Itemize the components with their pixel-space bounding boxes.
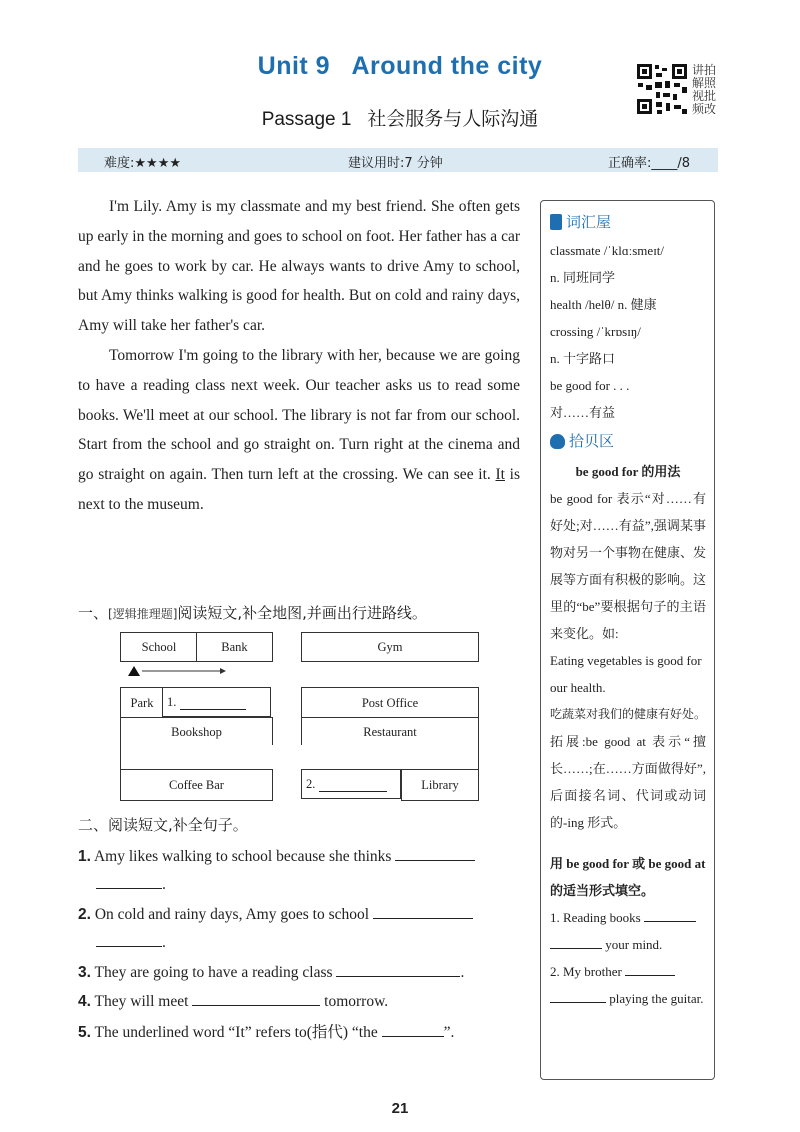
map-school: School bbox=[120, 632, 198, 662]
exercise-1-cont: your mind. bbox=[550, 931, 706, 958]
answer-blank[interactable] bbox=[550, 934, 602, 949]
logic-tag: [逻辑推理题] bbox=[108, 607, 178, 621]
answer-blank[interactable] bbox=[192, 991, 320, 1006]
underlined-it: It bbox=[495, 466, 505, 484]
map-blank-2[interactable]: 2. bbox=[301, 769, 401, 799]
info-bar bbox=[78, 148, 718, 172]
answer-blank[interactable] bbox=[96, 932, 162, 947]
example-en: Eating vegetables is good for our health. bbox=[550, 653, 702, 695]
map-coffee-bar: Coffee Bar bbox=[120, 769, 273, 801]
answer-blank[interactable] bbox=[644, 907, 696, 922]
answer-blank[interactable] bbox=[395, 846, 475, 861]
question-3: 3. They are going to have a reading class . bbox=[78, 964, 465, 981]
exercise-2: 2. My brother bbox=[550, 958, 706, 985]
unit-title: Unit 9 Around the city bbox=[257, 52, 543, 80]
qr-code-icon[interactable] bbox=[636, 63, 688, 115]
map-park: Park bbox=[120, 687, 164, 719]
vocab-item: 对……有益 bbox=[550, 405, 616, 420]
question-2-cont: . bbox=[96, 932, 166, 952]
difficulty-label: 难度:★★★★ bbox=[104, 156, 181, 171]
vocab-item: n. 十字路口 bbox=[550, 351, 616, 366]
accuracy-label: 正确率:____/8 bbox=[608, 156, 691, 171]
question-2: 2. On cold and rainy days, Amy goes to school bbox=[78, 904, 473, 924]
extend-text: 拓展:be good at 表示“擅长……;在……方面做得好”,后面接名词、代词或动词的-ing 形式。 bbox=[550, 734, 706, 830]
example-cn: 吃蔬菜对我们的健康有好处。 bbox=[550, 707, 707, 721]
answer-blank[interactable] bbox=[382, 1022, 444, 1037]
section-1-heading: 一、[逻辑推理题]阅读短文,补全地图,并画出行进路线。 bbox=[78, 604, 427, 622]
qr-caption: 讲拍 解照 视批 频改 bbox=[692, 63, 717, 116]
book-icon bbox=[550, 214, 562, 230]
rule-text: be good for 表示“对……有好处;对……有益”,强调某事物对另一个事物在健康、发展等方面有积极的影响。这里的“be”要根据句子的主语来变化。如: bbox=[550, 491, 707, 641]
route-arrow-icon bbox=[120, 662, 230, 684]
shell-icon bbox=[550, 434, 565, 449]
map-gym: Gym bbox=[301, 632, 479, 662]
tips-heading: 拾贝区 bbox=[550, 426, 706, 456]
reading-passage bbox=[78, 192, 520, 520]
map-blank-1[interactable]: 1. bbox=[162, 687, 271, 717]
time-label: 建议用时:7 分钟 bbox=[348, 156, 443, 171]
vocab-heading: 词汇屋 bbox=[550, 207, 706, 237]
question-5: 5. The underlined word “It” refers to(指代) “the ”. bbox=[78, 1024, 455, 1041]
section-2-heading: 二、阅读短文,补全句子。 bbox=[78, 816, 248, 834]
sidebar-notes bbox=[540, 200, 715, 1080]
answer-blank[interactable] bbox=[550, 988, 606, 1003]
answer-blank[interactable] bbox=[373, 904, 473, 919]
question-1-cont: . bbox=[96, 874, 166, 894]
vocab-item: crossing /ˈkrɒsɪŋ/ bbox=[550, 324, 641, 339]
paragraph-1: I'm Lily. Amy is my classmate and my best friend. She often gets up early in the morning and goes to school on foot. Her father has a car and he goes to work by car. He always wants to drive Amy to school, but Amy thinks walking is good for health. But on cold and rainy days, Amy will take her father's car. bbox=[78, 198, 520, 335]
exercise-1: 1. Reading books bbox=[550, 904, 706, 931]
vocab-item: classmate /ˈklɑːsmeɪt/ bbox=[550, 243, 665, 258]
map-bank: Bank bbox=[196, 632, 273, 662]
map-library: Library bbox=[401, 769, 479, 801]
page-number: 21 bbox=[391, 1100, 409, 1117]
route-map bbox=[120, 632, 478, 804]
rule-title: be good for 的用法 bbox=[575, 464, 681, 479]
map-bookshop: Bookshop bbox=[120, 717, 273, 747]
vocab-item: be good for . . . bbox=[550, 378, 630, 393]
exercise-title: 用 be good for 或 be good at 的适当形式填空。 bbox=[550, 856, 706, 898]
paragraph-2: Tomorrow I'm going to the library with her, because we are going to have a reading class next week. Our teacher asks us to read some books. We'll meet at our school. The library is not far from our school. Start from the school and go straight on. Turn right at the cinema and go straight on again. Then turn left at the crossing. We can see it. It is next to the museum. bbox=[78, 346, 520, 513]
vocab-item: health /helθ/ n. 健康 bbox=[550, 297, 657, 312]
map-street bbox=[120, 745, 479, 769]
map-restaurant: Restaurant bbox=[301, 717, 479, 747]
question-1: 1. Amy likes walking to school because she thinks bbox=[78, 846, 475, 866]
answer-blank[interactable] bbox=[336, 962, 460, 977]
exercise-2-cont: playing the guitar. bbox=[550, 985, 706, 1012]
question-4: 4. They will meet tomorrow. bbox=[78, 993, 389, 1010]
passage-title: Passage 1 社会服务与人际沟通 bbox=[261, 109, 539, 130]
answer-blank[interactable] bbox=[96, 874, 162, 889]
answer-blank[interactable] bbox=[625, 961, 675, 976]
map-post-office: Post Office bbox=[301, 687, 479, 719]
vocab-item: n. 同班同学 bbox=[550, 270, 616, 285]
